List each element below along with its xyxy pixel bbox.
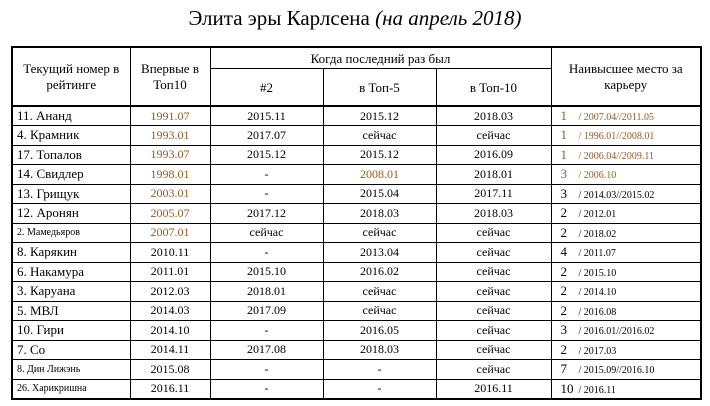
last-number-2: - (210, 379, 323, 399)
last-number-2: - (210, 243, 323, 263)
player-name: 2. Мамедьяров (12, 223, 130, 243)
last-top5: 2016.02 (323, 262, 436, 282)
first-top10-date: 1998.01 (130, 165, 210, 185)
best-place-number: 2 (560, 224, 567, 240)
best-place-dates: / 2015.10 (578, 267, 617, 279)
player-name: 7. Со (12, 340, 130, 360)
last-top5: 2008.01 (323, 165, 436, 185)
player-name: 13. Грищук (12, 184, 130, 204)
table-row (12, 282, 701, 302)
last-top5: 2013.04 (323, 243, 436, 263)
last-number-2: 2015.11 (210, 106, 323, 126)
best-place-dates: / 2015.09//2016.10 (578, 365, 655, 377)
table-row (12, 145, 701, 165)
header-top10: в Топ-10 (436, 69, 551, 107)
last-number-2: сейчас (210, 223, 323, 243)
last-top5: - (323, 379, 436, 399)
header-first-top10: Впервые в Топ10 (130, 47, 210, 106)
best-place-number: 4 (560, 244, 567, 260)
last-number-2: - (210, 360, 323, 380)
last-top5: сейчас (323, 301, 436, 321)
last-top5: сейчас (323, 282, 436, 302)
first-top10-date: 2014.11 (130, 340, 210, 360)
player-name: 10. Гири (12, 321, 130, 341)
table-row (12, 360, 701, 380)
last-top10: сейчас (436, 321, 551, 341)
last-top10: 2017.11 (436, 184, 551, 204)
last-top10: сейчас (436, 282, 551, 302)
last-top10: 2018.01 (436, 165, 551, 185)
best-place-dates: / 2006.10 (578, 170, 617, 182)
last-number-2: - (210, 184, 323, 204)
best-place (551, 165, 701, 185)
first-top10-date: 2014.03 (130, 301, 210, 321)
last-number-2: 2015.12 (210, 145, 323, 165)
first-top10-date: 2007.01 (130, 223, 210, 243)
title-date: (на апрель 2018) (375, 6, 522, 30)
first-top10-date: 2012.03 (130, 282, 210, 302)
best-place (551, 223, 701, 243)
best-place-number: 1 (560, 146, 567, 162)
player-name: 5. МВЛ (12, 301, 130, 321)
last-number-2: 2017.09 (210, 301, 323, 321)
last-top5: 2018.03 (323, 204, 436, 224)
carlsen-era-table (11, 46, 702, 400)
header-top5: в Топ-5 (323, 69, 436, 107)
header-current-rank: Текущий номер в рейтинге (12, 47, 130, 106)
best-place-number: 2 (560, 205, 567, 221)
best-place-number: 2 (560, 341, 567, 357)
best-place-dates: / 2016.11 (578, 384, 616, 396)
table-header (12, 47, 701, 106)
last-top10: сейчас (436, 360, 551, 380)
player-name: 4. Крамник (12, 126, 130, 146)
first-top10-date: 2015.08 (130, 360, 210, 380)
last-top5: сейчас (323, 126, 436, 146)
table-row (12, 340, 701, 360)
last-top10: 2016.11 (436, 379, 551, 399)
last-top10: сейчас (436, 301, 551, 321)
best-place-dates: / 2014.10 (578, 287, 617, 299)
first-top10-date: 2016.11 (130, 379, 210, 399)
first-top10-date: 1993.07 (130, 145, 210, 165)
best-place-number: 2 (560, 263, 567, 279)
table-row (12, 379, 701, 399)
last-number-2: 2018.01 (210, 282, 323, 302)
player-name: 8. Карякин (12, 243, 130, 263)
last-top5: - (323, 360, 436, 380)
best-place-dates: / 2014.03//2015.02 (578, 189, 655, 201)
last-number-2: 2015.10 (210, 262, 323, 282)
table-row (12, 204, 701, 224)
best-place-dates: / 2006.04//2009.11 (578, 150, 654, 162)
player-name: 26. Харикришна (12, 379, 130, 399)
first-top10-date: 1991.07 (130, 106, 210, 126)
player-name: 14. Свидлер (12, 165, 130, 185)
player-name: 12. Аронян (12, 204, 130, 224)
header-best-place: Наивысшее место за карьеру (551, 47, 701, 106)
best-place-number: 3 (560, 185, 567, 201)
last-number-2: 2017.07 (210, 126, 323, 146)
last-top5: 2015.04 (323, 184, 436, 204)
player-name: 6. Накамура (12, 262, 130, 282)
best-place (551, 145, 701, 165)
last-top5: 2015.12 (323, 106, 436, 126)
table-row (12, 301, 701, 321)
best-place (551, 184, 701, 204)
last-top5: сейчас (323, 223, 436, 243)
best-place (551, 282, 701, 302)
best-place (551, 321, 701, 341)
player-name: 11. Ананд (12, 106, 130, 126)
table-row (12, 184, 701, 204)
best-place-dates: / 2016.01//2016.02 (578, 326, 655, 338)
last-top10: 2018.03 (436, 106, 551, 126)
first-top10-date: 2005.07 (130, 204, 210, 224)
table-body (12, 106, 701, 399)
best-place-number: 2 (560, 302, 567, 318)
best-place (551, 243, 701, 263)
page-title (0, 4, 710, 32)
table-row (12, 126, 701, 146)
best-place (551, 106, 701, 126)
best-place (551, 379, 701, 399)
table-row (12, 262, 701, 282)
best-place-number: 1 (560, 127, 567, 143)
player-name: 17. Топалов (12, 145, 130, 165)
best-place-dates: / 2018.02 (578, 228, 617, 240)
first-top10-date: 2011.01 (130, 262, 210, 282)
best-place-dates: / 1996.01//2008.01 (578, 131, 655, 143)
best-place-dates: / 2016.08 (578, 306, 617, 318)
best-place (551, 340, 701, 360)
best-place-number: 3 (560, 322, 567, 338)
last-top10: сейчас (436, 223, 551, 243)
header-number-2: #2 (210, 69, 323, 107)
best-place-number: 7 (560, 361, 567, 377)
table-row (12, 243, 701, 263)
best-place-dates: / 2007.04//2011.05 (578, 112, 654, 123)
header-last-time-group: Когда последний раз был (210, 47, 551, 69)
player-name: 3. Каруана (12, 282, 130, 302)
last-top10: сейчас (436, 262, 551, 282)
last-top5: 2018.03 (323, 340, 436, 360)
last-top5: 2015.12 (323, 145, 436, 165)
first-top10-date: 2010.11 (130, 243, 210, 263)
first-top10-date: 2014.10 (130, 321, 210, 341)
best-place (551, 301, 701, 321)
best-place (551, 360, 701, 380)
best-place-dates: / 2017.03 (578, 345, 617, 357)
best-place-number: 2 (560, 283, 567, 299)
last-top10: сейчас (436, 243, 551, 263)
last-top5: 2016.05 (323, 321, 436, 341)
title-main: Элита эры Карлсена (188, 6, 370, 30)
last-top10: 2018.03 (436, 204, 551, 224)
last-number-2: 2017.08 (210, 340, 323, 360)
best-place (551, 126, 701, 146)
best-place-number: 3 (560, 166, 567, 182)
best-place-number: 10 (560, 380, 574, 396)
last-top10: сейчас (436, 126, 551, 146)
table-row (12, 106, 701, 126)
last-number-2: 2017.12 (210, 204, 323, 224)
first-top10-date: 1993.01 (130, 126, 210, 146)
best-place (551, 262, 701, 282)
table-row (12, 165, 701, 185)
table-row (12, 223, 701, 243)
last-top10: сейчас (436, 340, 551, 360)
last-top10: 2016.09 (436, 145, 551, 165)
last-number-2: - (210, 165, 323, 185)
best-place (551, 204, 701, 224)
best-place-dates: / 2012.01 (578, 209, 617, 221)
first-top10-date: 2003.01 (130, 184, 210, 204)
player-name: 8. Дин Лижэнь (12, 360, 130, 380)
last-number-2: - (210, 321, 323, 341)
table-row (12, 321, 701, 341)
best-place-dates: / 2011.07 (578, 248, 616, 260)
best-place-number: 1 (560, 108, 567, 123)
